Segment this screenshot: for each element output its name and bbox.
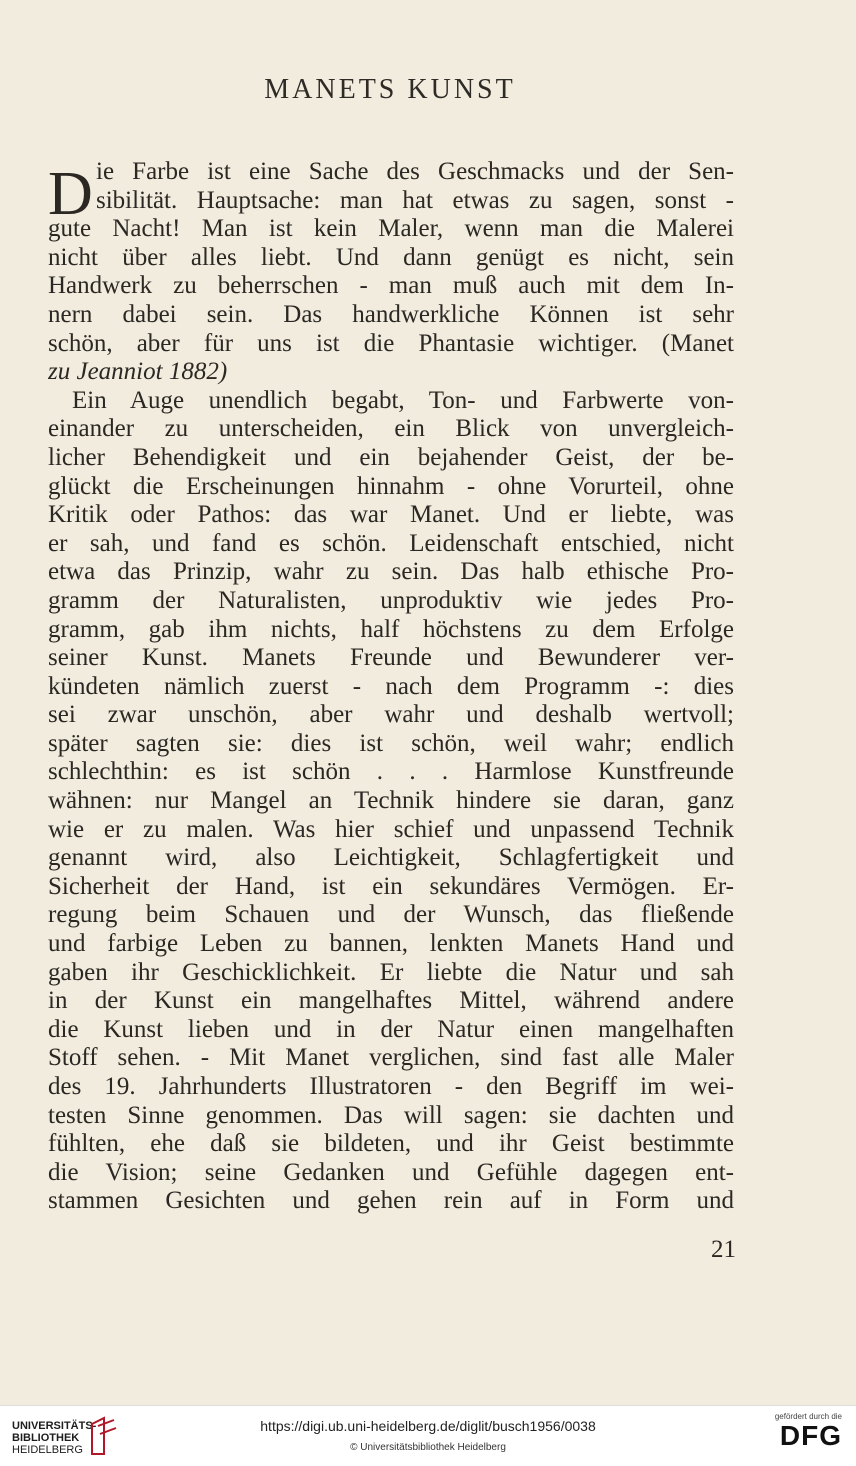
drop-capital: D [48, 160, 93, 228]
running-header: MANETS KUNST [264, 74, 516, 105]
text-line: zu Jeanniot 1882) [48, 358, 228, 386]
text-line: glückt die Erscheinungen hinnahm - ohne Vorurteil, ohne [48, 472, 734, 500]
text-line: des 19. Jahrhunderts Illustratoren - den Begriff im wei- [48, 1073, 734, 1100]
text-line: sibilität. Hauptsache: man hat etwas zu sagen, sonst - [96, 186, 734, 214]
text-line: die Kunst lieben und in der Natur einen mangelhaften [48, 1015, 734, 1043]
text-line: ie Farbe ist eine Sache des Geschmacks und der Sen- [96, 158, 734, 185]
text-line: seiner Kunst. Manets Freunde und Bewunderer ver- [48, 644, 734, 672]
text-line: in der Kunst ein mangelhaftes Mittel, während andere [48, 987, 734, 1015]
library-name-line: UNIVERSITÄTS- [12, 1420, 97, 1432]
text-line: gramm der Naturalisten, unproduktiv wie jedes Pro- [48, 586, 734, 614]
text-line: und farbige Leben zu bannen, lenkten Manets Hand und [48, 930, 734, 958]
text-line: einander zu unterscheiden, ein Blick von unvergleich- [48, 415, 734, 443]
text-line: gramm, gab ihm nichts, half höchstens zu dem Erfolge [48, 615, 734, 643]
text-line: testen Sinne genommen. Das will sagen: sie dachten und [48, 1101, 734, 1129]
text-line: er sah, und fand es schön. Leidenschaft entschied, nicht [48, 529, 734, 557]
funding-note: gefördert durch die [774, 1412, 842, 1421]
text-line: wähnen: nur Mangel an Technik hindere sie daran, ganz [48, 787, 734, 815]
text-line: Stoff sehen. - Mit Manet verglichen, sind fast alle Maler [48, 1044, 734, 1072]
library-name-line: HEIDELBERG [12, 1444, 83, 1456]
text-line: wie er zu malen. Was hier schief und unpassend Technik [48, 815, 734, 843]
text-line: genannt wird, also Leichtigkeit, Schlagfertigkeit und [48, 844, 734, 872]
text-line: regung beim Schauen und der Wunsch, das fließende [48, 901, 734, 929]
text-line: die Vision; seine Gedanken und Gefühle dagegen ent- [48, 1158, 734, 1186]
text-line: gaben ihr Geschicklichkeit. Er liebte die Natur und sah [48, 958, 734, 986]
text-line: später sagten sie: dies ist schön, weil wahr; endlich [48, 729, 734, 757]
text-line: etwa das Prinzip, wahr zu sein. Das halb ethische Pro- [48, 558, 734, 586]
text-line: stammen Gesichten und gehen rein auf in Form und [48, 1187, 734, 1215]
text-line: fühlten, ehe daß sie bildeten, und ihr Geist bestimmte [48, 1130, 734, 1158]
permalink-url[interactable]: https://digi.ub.uni-heidelberg.de/diglit/busch1956/0038 [260, 1418, 596, 1434]
page-number: 21 [711, 1236, 736, 1263]
text-line: Kritik oder Pathos: das war Manet. Und er liebte, was [48, 501, 734, 529]
text-line: Sicherheit der Hand, ist ein sekundäres Vermögen. Er- [48, 872, 734, 900]
library-name-line: BIBLIOTHEK [12, 1432, 80, 1444]
text-line: schlechthin: es ist schön . . . Harmlose Kunstfreunde [48, 758, 734, 786]
text-line: gute Nacht! Man ist kein Maler, wenn man die Malerei [48, 215, 734, 243]
text-line: kündeten nämlich zuerst - nach dem Programm -: dies [48, 672, 734, 700]
text-line: sei zwar unschön, aber wahr und deshalb wertvoll; [48, 701, 734, 729]
dfg-logo: DFG [779, 1420, 842, 1451]
copyright-notice: © Universitätsbibliothek Heidelberg [350, 1442, 506, 1453]
viewer-footer [0, 1405, 856, 1466]
text-line: schön, aber für uns ist die Phantasie wichtiger. (Manet [48, 329, 734, 357]
text-line: Handwerk zu beherrschen - man muß auch mit dem In- [48, 272, 734, 300]
text-line: nern dabei sein. Das handwerkliche Können ist sehr [48, 300, 734, 328]
text-line: nicht über alles liebt. Und dann genügt es nicht, sein [48, 243, 734, 271]
text-line: licher Behendigkeit und ein bejahender Geist, der be- [48, 443, 734, 471]
body-text [48, 158, 734, 1216]
text-line: Ein Auge unendlich begabt, Ton- und Farbwerte von- [72, 386, 734, 414]
dfg-funding-badge [775, 1412, 842, 1451]
